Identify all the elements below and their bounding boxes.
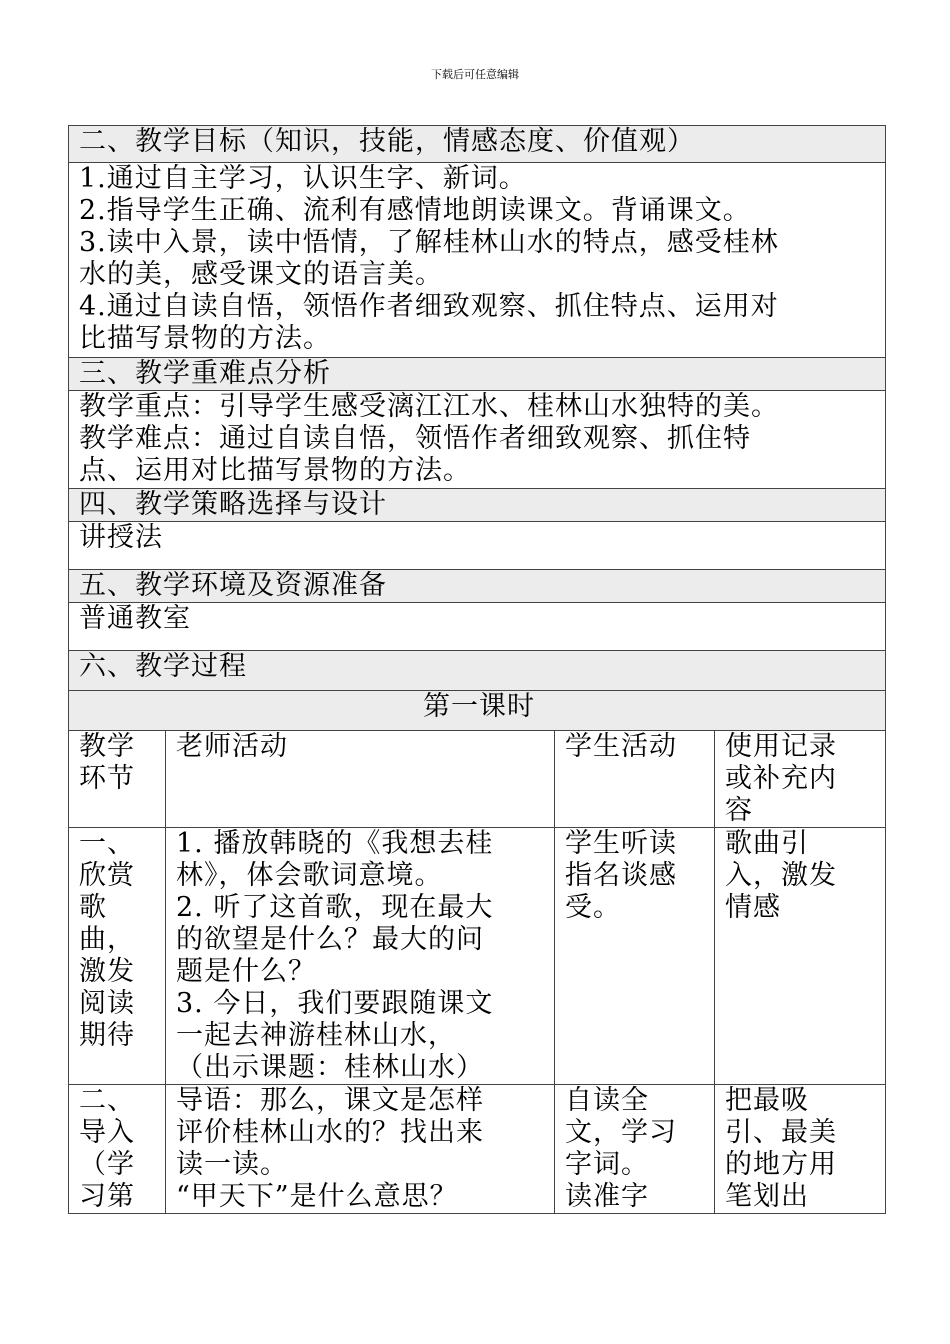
environment-section-title: 五、教学环境及资源准备 <box>69 570 886 603</box>
teacher-line: 1. 播放韩晓的《我想去桂 <box>176 828 494 859</box>
student-line: 文，学习 <box>565 1117 677 1148</box>
key-point-line: 教学重点：引导学生感受漓江江水、桂林山水独特的美。 <box>79 391 779 422</box>
stage-line: 习第 <box>79 1181 135 1212</box>
teacher-line: 评价桂林山水的？找出来 <box>176 1117 484 1148</box>
teacher-line: 题是什么？ <box>176 956 316 987</box>
row1-teacher-activity <box>166 828 555 1085</box>
teacher-line: 读一读。 <box>176 1149 288 1180</box>
table-row <box>69 828 886 1085</box>
table-row <box>69 1085 886 1214</box>
goal-line: 比描写景物的方法。 <box>79 323 331 354</box>
row1-student-activity <box>555 828 715 1085</box>
header-teacher-activity: 老师活动 <box>166 731 555 828</box>
page-header-note: 下载后可任意编辑 <box>431 68 519 81</box>
teacher-line: 的欲望是什么？最大的问 <box>176 924 484 955</box>
lesson-plan-table <box>68 125 886 1214</box>
notes-line: 入，激发 <box>725 860 837 891</box>
stage-line: 期待 <box>79 1020 135 1051</box>
header-stage-line: 教学 <box>79 731 135 762</box>
teacher-line: “甲天下”是什么意思？ <box>176 1181 458 1212</box>
goal-line: 4.通过自读自悟，领悟作者细致观察、抓住特点、运用对 <box>79 291 779 322</box>
process-section-title: 六、教学过程 <box>69 651 886 691</box>
notes-line: 引、最美 <box>725 1117 837 1148</box>
notes-line: 歌曲引 <box>725 828 809 859</box>
row2-teacher-activity <box>166 1085 555 1214</box>
goals-content <box>69 163 886 358</box>
stage-line: 阅读 <box>79 988 135 1019</box>
goal-line: 3.读中入景，读中悟情，了解桂林山水的特点，感受桂林 <box>79 227 779 258</box>
strategy-section-title: 四、教学策略选择与设计 <box>69 489 886 522</box>
teacher-line: 3. 今日，我们要跟随课文 <box>176 988 494 1019</box>
row2-student-activity <box>555 1085 715 1214</box>
student-line: 自读全 <box>565 1085 649 1116</box>
stage-line: 欣赏 <box>79 860 135 891</box>
teacher-line: 一起去神游桂林山水， <box>176 1020 456 1051</box>
student-line: 受。 <box>565 892 621 923</box>
lesson-title: 第一课时 <box>69 691 886 731</box>
key-points-content <box>69 391 886 489</box>
stage-line: 歌 <box>79 892 107 923</box>
goals-section-title: 二、教学目标（知识，技能，情感态度、价值观） <box>69 126 886 163</box>
student-line: 指名谈感 <box>565 860 677 891</box>
student-line: 学生听读 <box>565 828 677 859</box>
student-line: 字词。 <box>565 1149 649 1180</box>
header-notes-line: 或补充内 <box>725 763 837 794</box>
goal-line: 2.指导学生正确、流利有感情地朗读课文。背诵课文。 <box>79 195 751 226</box>
key-point-line: 教学难点：通过自读自悟，领悟作者细致观察、抓住特 <box>79 423 751 454</box>
header-notes-line: 容 <box>725 795 753 826</box>
student-line: 读准字 <box>565 1181 649 1212</box>
row2-stage <box>69 1085 166 1214</box>
stage-line: （学 <box>79 1149 135 1180</box>
stage-line: 激发 <box>79 956 135 987</box>
stage-line: 二、 <box>79 1085 135 1116</box>
notes-line: 笔划出 <box>725 1181 809 1212</box>
key-point-line: 点、运用对比描写景物的方法。 <box>79 455 471 486</box>
key-points-section-title: 三、教学重难点分析 <box>69 358 886 391</box>
goal-line: 水的美，感受课文的语言美。 <box>79 259 443 290</box>
teacher-line: 2. 听了这首歌，现在最大 <box>176 892 494 923</box>
stage-line: 曲， <box>79 924 135 955</box>
environment-content: 普通教室 <box>69 603 886 651</box>
row2-notes <box>715 1085 886 1214</box>
teacher-line: （出示课题：桂林山水） <box>176 1052 484 1083</box>
notes-line: 的地方用 <box>725 1149 837 1180</box>
notes-line: 把最吸 <box>725 1085 809 1116</box>
strategy-content: 讲授法 <box>69 522 886 570</box>
teacher-line: 林》，体会歌词意境。 <box>176 860 443 891</box>
header-stage <box>69 731 166 828</box>
stage-line: 一、 <box>79 828 135 859</box>
header-stage-line: 环节 <box>79 763 135 794</box>
row1-stage <box>69 828 166 1085</box>
teacher-line: 导语：那么，课文是怎样 <box>176 1085 484 1116</box>
header-notes-line: 使用记录 <box>725 731 837 762</box>
header-notes <box>715 731 886 828</box>
stage-line: 导入 <box>79 1117 135 1148</box>
header-student-activity: 学生活动 <box>555 731 715 828</box>
row1-notes <box>715 828 886 1085</box>
notes-line: 情感 <box>725 892 781 923</box>
goal-line: 1.通过自主学习，认识生字、新词。 <box>79 163 527 194</box>
